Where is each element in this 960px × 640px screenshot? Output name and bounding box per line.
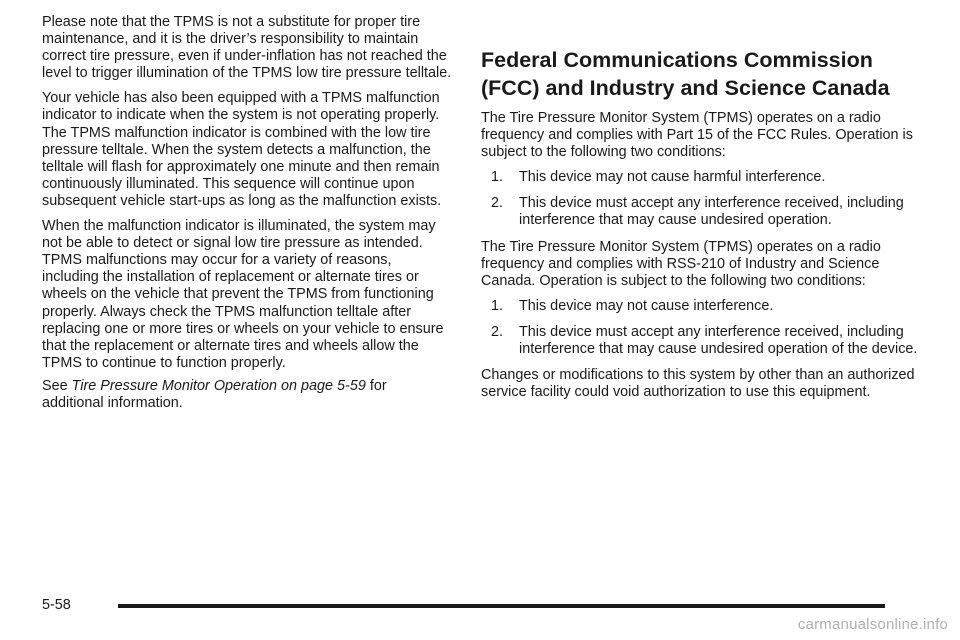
- list-item: [481, 298, 921, 315]
- cross-reference-link[interactable]: Tire Pressure Monitor Operation on page 5-59: [71, 377, 366, 394]
- closing-paragraph: Changes or modifications to this system by other than an authorized service facility could void authorization to use this equipment.: [481, 367, 915, 401]
- section-heading: Federal Communications Commission (FCC) and Industry and Science Canada: [481, 48, 890, 100]
- list-item: [481, 195, 921, 229]
- list-item-text: This device must accept any interference received, including interference that may cause undesired operation of the device.: [519, 323, 918, 358]
- footer-rule: [118, 604, 885, 608]
- canada-intro-paragraph: The Tire Pressure Monitor System (TPMS) operates on a radio frequency and complies with RSS-210 of Industry and Science Canada. Operation is subject to the following two conditions:: [481, 238, 881, 289]
- fcc-conditions-list: [481, 169, 921, 229]
- fcc-intro-paragraph: The Tire Pressure Monitor System (TPMS) operates on a radio frequency and complies with Part 15 of the FCC Rules. Operation is subject to the following two conditions:: [481, 110, 913, 161]
- list-item-text: This device may not cause harmful interference.: [519, 169, 826, 186]
- list-item-text: This device may not cause interference.: [519, 297, 774, 314]
- page-number: 5-58: [42, 597, 71, 613]
- tpms-note-paragraph: Please note that the TPMS is not a substitute for proper tire maintenance, and it is the driver’s responsibility to maintain correct tire pressure, even if under-inflation has not reached the level to trigger illumination of the TPMS low tire pressure telltale.: [42, 14, 452, 82]
- list-item-number: 1.: [491, 297, 504, 314]
- see-suffix: for additional information.: [42, 377, 387, 411]
- malfunction-indicator-paragraph: Your vehicle has also been equipped with a TPMS malfunction indicator to indicate when the system is not operating properly. The TPMS malfunction indicator is combined with the low tire pressure telltale. When the system detects a malfunction, the telltale will flash for approximately one minute and then remain continuously illuminated. This sequence will continue upon subsequent vehicle start-ups as long as the malfunction exists.: [42, 90, 442, 209]
- list-item-number: 2.: [491, 323, 504, 340]
- left-column: [42, 14, 452, 420]
- right-column: [481, 14, 921, 409]
- list-item-number: 2.: [491, 195, 504, 212]
- see-reference-paragraph: [42, 378, 452, 412]
- list-item-text: This device must accept any interference received, including interference that may cause undesired operation.: [519, 195, 904, 229]
- malfunction-causes-paragraph: When the malfunction indicator is illuminated, the system may not be able to detect or signal low tire pressure as intended. TPMS malfunctions may occur for a variety of reasons, including the installation of replacement or alternate tires or wheels on the vehicle that prevent the TPMS from functioning properly. Always check the TPMS malfunction telltale after replacing one or more tires or wheels on your vehicle to ensure that the replacement or alternate tires and wheels allow the TPMS to continue to function properly.: [42, 218, 444, 371]
- list-item: [481, 324, 921, 358]
- watermark-text: carmanualsonline.info: [797, 616, 948, 633]
- list-item-number: 1.: [491, 169, 504, 186]
- see-prefix: See: [42, 377, 72, 394]
- list-item: [481, 169, 921, 186]
- canada-conditions-list: [481, 298, 921, 358]
